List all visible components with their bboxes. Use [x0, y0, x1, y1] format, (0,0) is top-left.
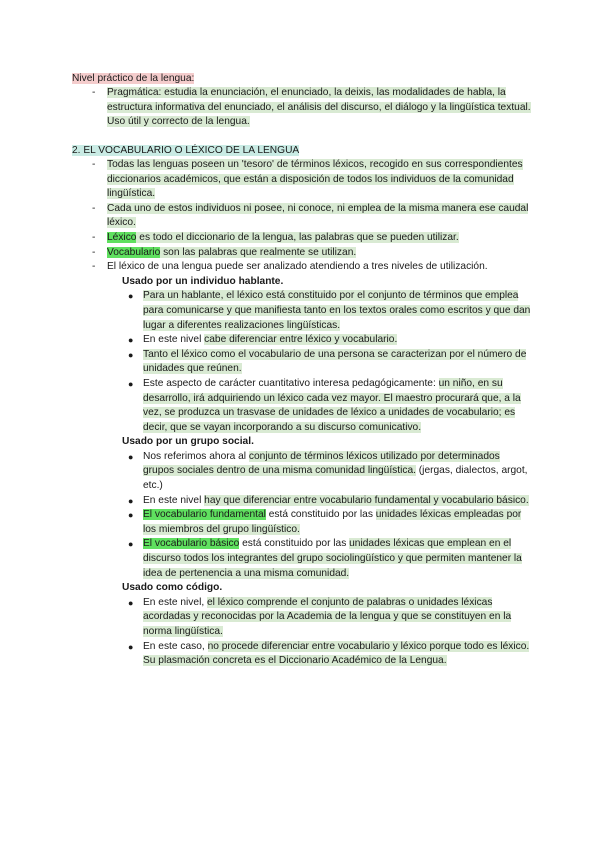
- level-title-codigo: Usado como código.: [122, 582, 223, 594]
- list-item: - Léxico es todo el diccionario de la lengua, las palabras que se pueden utilizar.: [92, 231, 459, 243]
- vocabulario-list: [92, 158, 532, 669]
- list-item: ● En este nivel hay que diferenciar entre vocabulario fundamental y vocabulario básico.: [128, 494, 529, 506]
- list-item: ● En este nivel cabe diferenciar entre léxico y vocabulario.: [128, 334, 398, 346]
- list-item: ● En este nivel, el léxico comprende el conjunto de palabras o unidades léxicas acordadas y reconocidas por la Academia de la lengua y que se constituyen en la norma lingüística.: [128, 596, 512, 637]
- list-item: ● El vocabulario fundamental está constituido por las unidades léxicas empleadas por los miembros del grupo lingüístico.: [128, 509, 522, 535]
- pragmatica-list: [92, 86, 532, 130]
- list-item: ● Nos referimos ahora al conjunto de términos léxicos utilizado por determinados grupos sociales dentro de una misma comunidad lingüística. (jergas, dialectos, argot, etc.): [128, 450, 528, 492]
- list-item: ● Este aspecto de carácter cuantitativo interesa pedagógicamente: un niño, en su desarrollo, irá adquiriendo un léxico cada vez mayor. El maestro procurará que, a la vez, se produzca un trasvase de unidades de léxico a unidades de vocabulario; es decir, que se vayan incorporando a su discurso comunicativo.: [128, 377, 521, 433]
- list-item: ● Para un hablante, el léxico está constituido por el conjunto de términos que emplea para comunicarse y que manifiesta tanto en los textos orales como escritos y que dan lugar a diferentes realizaciones lingüísticas.: [128, 290, 531, 331]
- list-item: ● El vocabulario básico está constituido por las unidades léxicas que emplean en el discurso todos los integrantes del grupo sociolingüístico y que permiten mantener la idea de pertenencia a una misma comunidad.: [128, 538, 522, 579]
- list-item: - Pragmática: estudia la enunciación, el enunciado, la deixis, las modalidades de habla, la estructura informativa del enunciado, el análisis del discurso, el diálogo y la lingüística textual. Uso útil y correcto de la lengua.: [92, 87, 531, 128]
- list-item: ● Tanto el léxico como el vocabulario de una persona se caracterizan por el número de unidades que reúnen.: [128, 348, 527, 375]
- codigo-bullets: [128, 596, 533, 669]
- list-item: - El léxico de una lengua puede ser analizado atendiendo a tres niveles de utilización. Usado por un individuo hablante. ● Para un hablante, el léxico está constituido por el conjunto de términos que emplea para comunicarse y que manifiesta tanto en los textos orales como escritos y que dan lugar a diferentes realizaciones lingüísticas. ● En este nivel cabe diferenciar entre léxico y vocabulario. ● Tanto el léxico como el vocabulario de una persona se caracterizan por el número de unidades que reúnen. ● Este aspecto de carácter cuantitativo interesa pedagógicamente: un niño, en su desarrollo, irá adquiriendo un léxico cada vez mayor. El maestro procurará que, a la vez, se produzca un trasvase de unidades de léxico a unidades de vocabulario; es decir, que se vayan incorporando a su discurso comunicativo. Usado por un grupo social. ● Nos referimos ahora al conjunto de términos léxicos utilizado por determinados grupos sociales dentro de una misma comunidad lingüística. (jergas, dialectos, argot, etc.) ● En este nivel hay que diferenciar entre vocabulario fundamental y vocabulario básico. ● El vocabulario fundamental está constituido por las unidades léxicas empleadas por los miembros del grupo lingüístico. ● El vocabulario básico está constituido por las unidades léxicas que emplean en el discurso todos los integrantes del grupo sociolingüístico y que permiten mantener la idea de pertenencia a una misma comunidad. Usado como código. ● En este nivel, el léxico comprende el conjunto de palabras o unidades léxicas acordadas y reconocidas por la Academia de la lengua y que se constituyen en la norma lingüística. ● En este caso, no procede diferenciar entre vocabulario y léxico porque todo es léxico. Su plasmación concreta es el Diccionario Académico de la Lengua.: [92, 260, 532, 669]
- list-item: - Todas las lenguas poseen un 'tesoro' de términos léxicos, recogido en sus correspondientes diccionarios académicos, que están a disposición de todos los individuos de la comunidad lingüística.: [92, 159, 523, 200]
- level-title-grupo-social: Usado por un grupo social.: [122, 436, 254, 448]
- individuo-bullets: [128, 289, 533, 435]
- list-item: ● En este caso, no procede diferenciar entre vocabulario y léxico porque todo es léxico. Su plasmación concreta es el Diccionario Académico de la Lengua.: [128, 640, 530, 667]
- grupo-social-bullets: [128, 450, 533, 581]
- list-item: - Cada uno de estos individuos ni posee, ni conoce, ni emplea de la misma manera ese caudal léxico.: [92, 202, 529, 229]
- section-heading-vocabulario: 2. EL VOCABULARIO O LÉXICO DE LA LENGUA: [72, 145, 300, 156]
- list-item: - Vocabulario son las palabras que realmente se utilizan.: [92, 246, 357, 258]
- section-heading-nivel-practico: Nivel práctico de la lengua:: [72, 73, 195, 84]
- level-title-individuo: Usado por un individuo hablante.: [122, 275, 284, 287]
